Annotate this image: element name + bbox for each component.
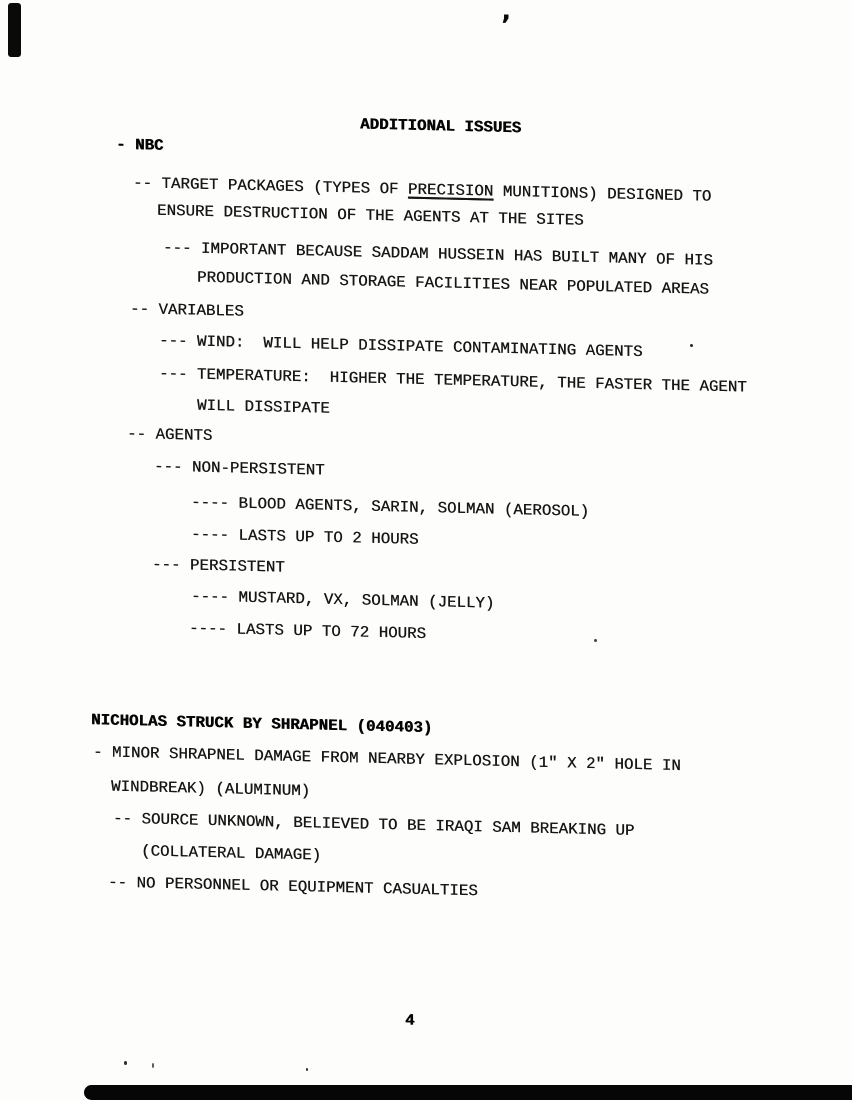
text-segment: PRODUCTION AND STORAGE FACILITIES NEAR POPULATED AREAS <box>197 268 709 300</box>
text-segment: --- NON-PERSISTENT <box>154 457 325 481</box>
text-segment: --- TEMPERATURE: HIGHER THE TEMPERATURE, THE FASTER THE AGENT <box>159 364 747 397</box>
page-number <box>405 1011 414 1031</box>
text-segment: ---- LASTS UP TO 2 HOURS <box>191 525 419 550</box>
text-segment: NICHOLAS STRUCK BY SHRAPNEL (040403) <box>91 710 433 738</box>
text-segment: MUNITIONS) DESIGNED TO <box>493 182 712 206</box>
text-segment: --- IMPORTANT BECAUSE SADDAM HUSSEIN HAS BUILT MANY OF HIS <box>163 238 713 270</box>
text-segment: WINDBREAK) (ALUMINUM) <box>111 777 311 801</box>
text-segment: -- TARGET PACKAGES (TYPES OF <box>133 173 408 199</box>
mustard-line <box>191 587 494 614</box>
important-cont <box>197 268 709 300</box>
text-segment: ---- LASTS UP TO 72 HOURS <box>189 618 426 643</box>
text-segment: 4 <box>405 1011 415 1031</box>
text-segment: - NBC <box>116 135 164 156</box>
important-line <box>163 238 713 271</box>
text-segment: ---- BLOOD AGENTS, SARIN, SOLMAN (AEROSOL) <box>191 493 590 522</box>
text-segment: ---- MUSTARD, VX, SOLMAN (JELLY) <box>191 587 495 614</box>
text-segment: --- PERSISTENT <box>152 555 285 578</box>
text-segment: -- VARIABLES <box>130 299 244 321</box>
text-segment: ENSURE DESTRUCTION OF THE AGENTS AT THE SITES <box>157 201 584 231</box>
variables-heading <box>130 299 244 322</box>
minor-damage-line <box>93 742 681 776</box>
nicholas-heading <box>91 710 432 738</box>
text-segment: ADDITIONAL ISSUES <box>360 114 522 137</box>
non-persistent-heading <box>154 457 325 481</box>
text-segment: - MINOR SHRAPNEL DAMAGE FROM NEARBY EXPLOSION (1" X 2" HOLE IN <box>93 742 681 775</box>
lasts-2-hours-line <box>191 525 419 550</box>
source-unknown-line <box>113 809 634 841</box>
persistent-heading <box>152 555 285 578</box>
text-segment: -- NO PERSONNEL OR EQUIPMENT CASUALTIES <box>108 873 478 901</box>
no-casualties-line <box>108 873 478 902</box>
text-segment: (COLLATERAL DAMAGE) <box>141 841 322 865</box>
lasts-72-hours-line <box>189 618 426 644</box>
wind-line <box>159 331 642 362</box>
document-title <box>360 114 521 138</box>
temperature-cont <box>197 396 330 419</box>
minor-damage-cont <box>111 777 310 802</box>
agents-heading <box>127 424 212 446</box>
scan-mark-apostrophe: ’ <box>501 10 512 41</box>
text-segment: --- WIND: WILL HELP DISSIPATE CONTAMINATING AGENTS <box>159 331 643 362</box>
target-packages-cont <box>157 201 584 231</box>
text-segment: -- AGENTS <box>127 424 213 446</box>
underlined-text: PRECISION <box>407 180 494 201</box>
blood-agents-line <box>191 493 589 522</box>
source-unknown-cont <box>141 841 321 865</box>
nbc-heading <box>116 135 163 156</box>
text-segment: -- SOURCE UNKNOWN, BELIEVED TO BE IRAQI SAM BREAKING UP <box>113 809 635 841</box>
text-segment: WILL DISSIPATE <box>197 396 330 419</box>
temperature-line <box>159 364 747 398</box>
